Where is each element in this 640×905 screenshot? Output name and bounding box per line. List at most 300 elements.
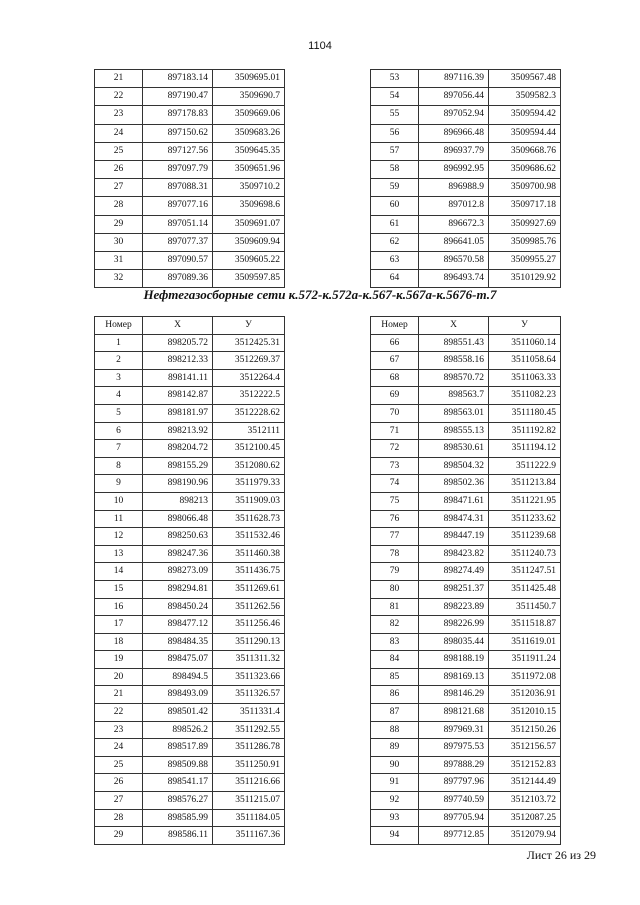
y-coordinate: 3512080.62	[213, 457, 285, 475]
point-number: 14	[95, 563, 143, 581]
point-number: 79	[371, 563, 419, 581]
x-coordinate: 898493.09	[143, 686, 213, 704]
y-coordinate: 3509985.76	[489, 233, 561, 251]
y-coordinate: 3512079.94	[489, 827, 561, 845]
header-y: У	[489, 317, 561, 335]
table-row	[95, 233, 285, 251]
table-row	[95, 809, 285, 827]
table-row	[371, 792, 561, 810]
point-number: 86	[371, 686, 419, 704]
y-coordinate: 3511184.05	[213, 809, 285, 827]
table-row	[371, 422, 561, 440]
y-coordinate: 3511240.73	[489, 545, 561, 563]
point-number: 84	[371, 651, 419, 669]
y-coordinate: 3511425.48	[489, 580, 561, 598]
table-row	[371, 270, 561, 288]
x-coordinate: 897089.36	[143, 270, 213, 288]
point-number: 82	[371, 616, 419, 634]
point-number: 61	[371, 215, 419, 233]
table-row	[95, 352, 285, 370]
y-coordinate: 3511239.68	[489, 528, 561, 546]
x-coordinate: 897888.29	[419, 756, 489, 774]
y-coordinate: 3511972.08	[489, 668, 561, 686]
y-coordinate: 3509605.22	[213, 252, 285, 270]
table-header-row	[95, 317, 285, 335]
sheet-footer: Лист 26 из 29	[526, 848, 596, 862]
x-coordinate: 898146.29	[419, 686, 489, 704]
y-coordinate: 3511619.01	[489, 633, 561, 651]
point-number: 25	[95, 756, 143, 774]
table-row	[95, 704, 285, 722]
x-coordinate: 898450.24	[143, 598, 213, 616]
point-number: 24	[95, 739, 143, 757]
point-number: 8	[95, 457, 143, 475]
table-row	[371, 179, 561, 197]
y-coordinate: 3512144.49	[489, 774, 561, 792]
y-coordinate: 3512156.57	[489, 739, 561, 757]
point-number: 17	[95, 616, 143, 634]
x-coordinate: 898471.61	[419, 492, 489, 510]
point-number: 85	[371, 668, 419, 686]
y-coordinate: 3512100.45	[213, 440, 285, 458]
point-number: 63	[371, 252, 419, 270]
x-coordinate: 898517.89	[143, 739, 213, 757]
y-coordinate: 3511216.66	[213, 774, 285, 792]
y-coordinate: 3509683.26	[213, 124, 285, 142]
point-number: 11	[95, 510, 143, 528]
x-coordinate: 898247.36	[143, 545, 213, 563]
table-row	[95, 774, 285, 792]
x-coordinate: 897077.16	[143, 197, 213, 215]
table-row	[95, 668, 285, 686]
y-coordinate: 3511290.13	[213, 633, 285, 651]
y-coordinate: 3512103.72	[489, 792, 561, 810]
x-coordinate: 897012.8	[419, 197, 489, 215]
table-row	[371, 404, 561, 422]
point-number: 23	[95, 106, 143, 124]
table-row	[95, 827, 285, 845]
table-row	[95, 106, 285, 124]
table-row	[371, 809, 561, 827]
table-row	[95, 510, 285, 528]
table-row	[371, 704, 561, 722]
y-coordinate: 3509955.27	[489, 252, 561, 270]
x-coordinate: 898212.33	[143, 352, 213, 370]
x-coordinate: 896672.3	[419, 215, 489, 233]
x-coordinate: 898035.44	[419, 633, 489, 651]
x-coordinate: 898204.72	[143, 440, 213, 458]
x-coordinate: 897052.94	[419, 106, 489, 124]
x-coordinate: 897969.31	[419, 721, 489, 739]
point-number: 1	[95, 334, 143, 352]
y-coordinate: 3511911.24	[489, 651, 561, 669]
x-coordinate: 898121.68	[419, 704, 489, 722]
table-row	[371, 563, 561, 581]
coordinates-table-top-right	[370, 69, 561, 288]
header-y: У	[213, 317, 285, 335]
point-number: 32	[95, 270, 143, 288]
table-row	[95, 651, 285, 669]
table-row	[371, 616, 561, 634]
x-coordinate: 897051.14	[143, 215, 213, 233]
table-row	[371, 161, 561, 179]
y-coordinate: 3512222.5	[213, 387, 285, 405]
y-coordinate: 3511979.33	[213, 475, 285, 493]
point-number: 28	[95, 197, 143, 215]
y-coordinate: 3511213.84	[489, 475, 561, 493]
point-number: 83	[371, 633, 419, 651]
y-coordinate: 3511628.73	[213, 510, 285, 528]
point-number: 75	[371, 492, 419, 510]
x-coordinate: 897712.85	[419, 827, 489, 845]
point-number: 4	[95, 387, 143, 405]
x-coordinate: 897150.62	[143, 124, 213, 142]
point-number: 29	[95, 215, 143, 233]
x-coordinate: 898213.92	[143, 422, 213, 440]
point-number: 89	[371, 739, 419, 757]
y-coordinate: 3509717.18	[489, 197, 561, 215]
point-number: 71	[371, 422, 419, 440]
point-number: 30	[95, 233, 143, 251]
point-number: 67	[371, 352, 419, 370]
point-number: 90	[371, 756, 419, 774]
point-number: 68	[371, 369, 419, 387]
x-coordinate: 898141.11	[143, 369, 213, 387]
x-coordinate: 898541.17	[143, 774, 213, 792]
table-row	[371, 124, 561, 142]
x-coordinate: 898226.99	[419, 616, 489, 634]
x-coordinate: 898484.35	[143, 633, 213, 651]
table-row	[371, 352, 561, 370]
table-row	[371, 369, 561, 387]
x-coordinate: 898501.42	[143, 704, 213, 722]
x-coordinate: 898563.01	[419, 404, 489, 422]
table-row	[95, 124, 285, 142]
y-coordinate: 3511082.23	[489, 387, 561, 405]
point-number: 20	[95, 668, 143, 686]
point-number: 26	[95, 774, 143, 792]
table-row	[95, 334, 285, 352]
point-number: 22	[95, 704, 143, 722]
y-coordinate: 3509645.35	[213, 142, 285, 160]
x-coordinate: 897127.56	[143, 142, 213, 160]
x-coordinate: 897090.57	[143, 252, 213, 270]
y-coordinate: 3511256.46	[213, 616, 285, 634]
y-coordinate: 3511518.87	[489, 616, 561, 634]
x-coordinate: 898477.12	[143, 616, 213, 634]
point-number: 92	[371, 792, 419, 810]
point-number: 21	[95, 686, 143, 704]
y-coordinate: 3512152.83	[489, 756, 561, 774]
y-coordinate: 3509597.85	[213, 270, 285, 288]
point-number: 16	[95, 598, 143, 616]
table-row	[95, 440, 285, 458]
table-row	[95, 616, 285, 634]
point-number: 15	[95, 580, 143, 598]
y-coordinate: 3511292.55	[213, 721, 285, 739]
point-number: 7	[95, 440, 143, 458]
point-number: 13	[95, 545, 143, 563]
table-row	[371, 334, 561, 352]
table-row	[95, 792, 285, 810]
x-coordinate: 898190.96	[143, 475, 213, 493]
point-number: 78	[371, 545, 419, 563]
point-number: 18	[95, 633, 143, 651]
y-coordinate: 3512087.25	[489, 809, 561, 827]
point-number: 28	[95, 809, 143, 827]
table-row	[371, 739, 561, 757]
table-row	[371, 510, 561, 528]
y-coordinate: 3511180.45	[489, 404, 561, 422]
y-coordinate: 3511215.07	[213, 792, 285, 810]
table-row	[95, 492, 285, 510]
point-number: 19	[95, 651, 143, 669]
x-coordinate: 898142.87	[143, 387, 213, 405]
table-row	[371, 651, 561, 669]
table-row	[371, 88, 561, 106]
table-row	[95, 88, 285, 106]
y-coordinate: 3509700.98	[489, 179, 561, 197]
y-coordinate: 3509567.48	[489, 70, 561, 88]
point-number: 31	[95, 252, 143, 270]
point-number: 66	[371, 334, 419, 352]
x-coordinate: 896966.48	[419, 124, 489, 142]
point-number: 12	[95, 528, 143, 546]
y-coordinate: 3511060.14	[489, 334, 561, 352]
point-number: 56	[371, 124, 419, 142]
point-number: 64	[371, 270, 419, 288]
y-coordinate: 3511331.4	[213, 704, 285, 722]
section-title: Нефтегазосборные сети к.572-к.572а-к.567-к.567а-к.5676-т.7	[143, 287, 497, 302]
table-row	[95, 252, 285, 270]
y-coordinate: 3511269.61	[213, 580, 285, 598]
x-coordinate: 898474.31	[419, 510, 489, 528]
table-row	[371, 721, 561, 739]
point-number: 9	[95, 475, 143, 493]
point-number: 70	[371, 404, 419, 422]
y-coordinate: 3512228.62	[213, 404, 285, 422]
table-row	[95, 598, 285, 616]
table-row	[371, 827, 561, 845]
y-coordinate: 3511247.51	[489, 563, 561, 581]
y-coordinate: 3511222.9	[489, 457, 561, 475]
coordinates-table-bottom-left	[94, 316, 285, 845]
page-number: 1104	[308, 40, 332, 52]
point-number: 27	[95, 792, 143, 810]
y-coordinate: 3511326.57	[213, 686, 285, 704]
y-coordinate: 3511436.75	[213, 563, 285, 581]
table-row	[371, 545, 561, 563]
x-coordinate: 898551.43	[419, 334, 489, 352]
y-coordinate: 3511532.46	[213, 528, 285, 546]
y-coordinate: 3509582.3	[489, 88, 561, 106]
point-number: 77	[371, 528, 419, 546]
y-coordinate: 3511167.36	[213, 827, 285, 845]
table-row	[371, 233, 561, 251]
x-coordinate: 897088.31	[143, 179, 213, 197]
x-coordinate: 897705.94	[419, 809, 489, 827]
point-number: 57	[371, 142, 419, 160]
x-coordinate: 898563.7	[419, 387, 489, 405]
y-coordinate: 3509594.42	[489, 106, 561, 124]
point-number: 81	[371, 598, 419, 616]
x-coordinate: 898066.48	[143, 510, 213, 528]
x-coordinate: 896641.05	[419, 233, 489, 251]
point-number: 27	[95, 179, 143, 197]
y-coordinate: 3511233.62	[489, 510, 561, 528]
table-row	[95, 545, 285, 563]
x-coordinate: 898169.13	[419, 668, 489, 686]
point-number: 87	[371, 704, 419, 722]
table-row	[95, 457, 285, 475]
y-coordinate: 3512269.37	[213, 352, 285, 370]
point-number: 93	[371, 809, 419, 827]
table-row	[95, 142, 285, 160]
point-number: 69	[371, 387, 419, 405]
table-row	[371, 70, 561, 88]
y-coordinate: 3509927.69	[489, 215, 561, 233]
point-number: 26	[95, 161, 143, 179]
table-row	[371, 686, 561, 704]
table-row	[371, 774, 561, 792]
point-number: 73	[371, 457, 419, 475]
x-coordinate: 898250.63	[143, 528, 213, 546]
y-coordinate: 3509691.07	[213, 215, 285, 233]
coordinates-table-bottom-right	[370, 316, 561, 845]
point-number: 29	[95, 827, 143, 845]
y-coordinate: 3509686.62	[489, 161, 561, 179]
y-coordinate: 3511221.95	[489, 492, 561, 510]
table-row	[371, 440, 561, 458]
x-coordinate: 896570.58	[419, 252, 489, 270]
table-row	[371, 387, 561, 405]
point-number: 6	[95, 422, 143, 440]
coordinates-table-top-left	[94, 69, 285, 288]
x-coordinate: 898155.29	[143, 457, 213, 475]
x-coordinate: 898576.27	[143, 792, 213, 810]
point-number: 53	[371, 70, 419, 88]
table-row	[371, 215, 561, 233]
y-coordinate: 3509669.06	[213, 106, 285, 124]
point-number: 21	[95, 70, 143, 88]
y-coordinate: 3509690.7	[213, 88, 285, 106]
point-number: 74	[371, 475, 419, 493]
table-row	[95, 369, 285, 387]
table-row	[95, 179, 285, 197]
point-number: 62	[371, 233, 419, 251]
table-row	[371, 457, 561, 475]
x-coordinate: 898294.81	[143, 580, 213, 598]
x-coordinate: 897740.59	[419, 792, 489, 810]
y-coordinate: 3512111	[213, 422, 285, 440]
table-row	[95, 404, 285, 422]
x-coordinate: 896988.9	[419, 179, 489, 197]
table-row	[95, 270, 285, 288]
y-coordinate: 3511286.78	[213, 739, 285, 757]
y-coordinate: 3511323.66	[213, 668, 285, 686]
table-row	[95, 756, 285, 774]
point-number: 59	[371, 179, 419, 197]
x-coordinate: 898181.97	[143, 404, 213, 422]
y-coordinate: 3511194.12	[489, 440, 561, 458]
y-coordinate: 3509609.94	[213, 233, 285, 251]
header-num: Номер	[371, 317, 419, 335]
table-row	[95, 161, 285, 179]
x-coordinate: 898570.72	[419, 369, 489, 387]
point-number: 22	[95, 88, 143, 106]
table-row	[95, 739, 285, 757]
table-row	[95, 633, 285, 651]
table-row	[371, 580, 561, 598]
table-row	[95, 686, 285, 704]
x-coordinate: 897097.79	[143, 161, 213, 179]
header-x: X	[419, 317, 489, 335]
x-coordinate: 898423.82	[419, 545, 489, 563]
table-row	[95, 563, 285, 581]
x-coordinate: 898526.2	[143, 721, 213, 739]
point-number: 25	[95, 142, 143, 160]
x-coordinate: 898188.19	[419, 651, 489, 669]
point-number: 10	[95, 492, 143, 510]
x-coordinate: 898475.07	[143, 651, 213, 669]
table-row	[371, 252, 561, 270]
y-coordinate: 3511909.03	[213, 492, 285, 510]
y-coordinate: 3511063.33	[489, 369, 561, 387]
point-number: 80	[371, 580, 419, 598]
table-row	[371, 197, 561, 215]
table-row	[371, 756, 561, 774]
table-row	[371, 106, 561, 124]
y-coordinate: 3512150.26	[489, 721, 561, 739]
x-coordinate: 898555.13	[419, 422, 489, 440]
table-row	[371, 598, 561, 616]
table-row	[95, 475, 285, 493]
table-row	[371, 492, 561, 510]
y-coordinate: 3511460.38	[213, 545, 285, 563]
y-coordinate: 3511058.64	[489, 352, 561, 370]
x-coordinate: 897183.14	[143, 70, 213, 88]
x-coordinate: 898558.16	[419, 352, 489, 370]
y-coordinate: 3512264.4	[213, 369, 285, 387]
x-coordinate: 898585.99	[143, 809, 213, 827]
x-coordinate: 898504.32	[419, 457, 489, 475]
table-row	[371, 633, 561, 651]
point-number: 24	[95, 124, 143, 142]
y-coordinate: 3509695.01	[213, 70, 285, 88]
point-number: 54	[371, 88, 419, 106]
x-coordinate: 896493.74	[419, 270, 489, 288]
y-coordinate: 3511311.32	[213, 651, 285, 669]
point-number: 76	[371, 510, 419, 528]
point-number: 94	[371, 827, 419, 845]
point-number: 2	[95, 352, 143, 370]
table-row	[371, 528, 561, 546]
y-coordinate: 3509668.76	[489, 142, 561, 160]
table-row	[95, 528, 285, 546]
point-number: 23	[95, 721, 143, 739]
y-coordinate: 3512425.31	[213, 334, 285, 352]
x-coordinate: 898274.49	[419, 563, 489, 581]
y-coordinate: 3511450.7	[489, 598, 561, 616]
table-row	[95, 580, 285, 598]
point-number: 5	[95, 404, 143, 422]
x-coordinate: 898213	[143, 492, 213, 510]
point-number: 58	[371, 161, 419, 179]
header-x: X	[143, 317, 213, 335]
x-coordinate: 897190.47	[143, 88, 213, 106]
x-coordinate: 898502.36	[419, 475, 489, 493]
point-number: 60	[371, 197, 419, 215]
